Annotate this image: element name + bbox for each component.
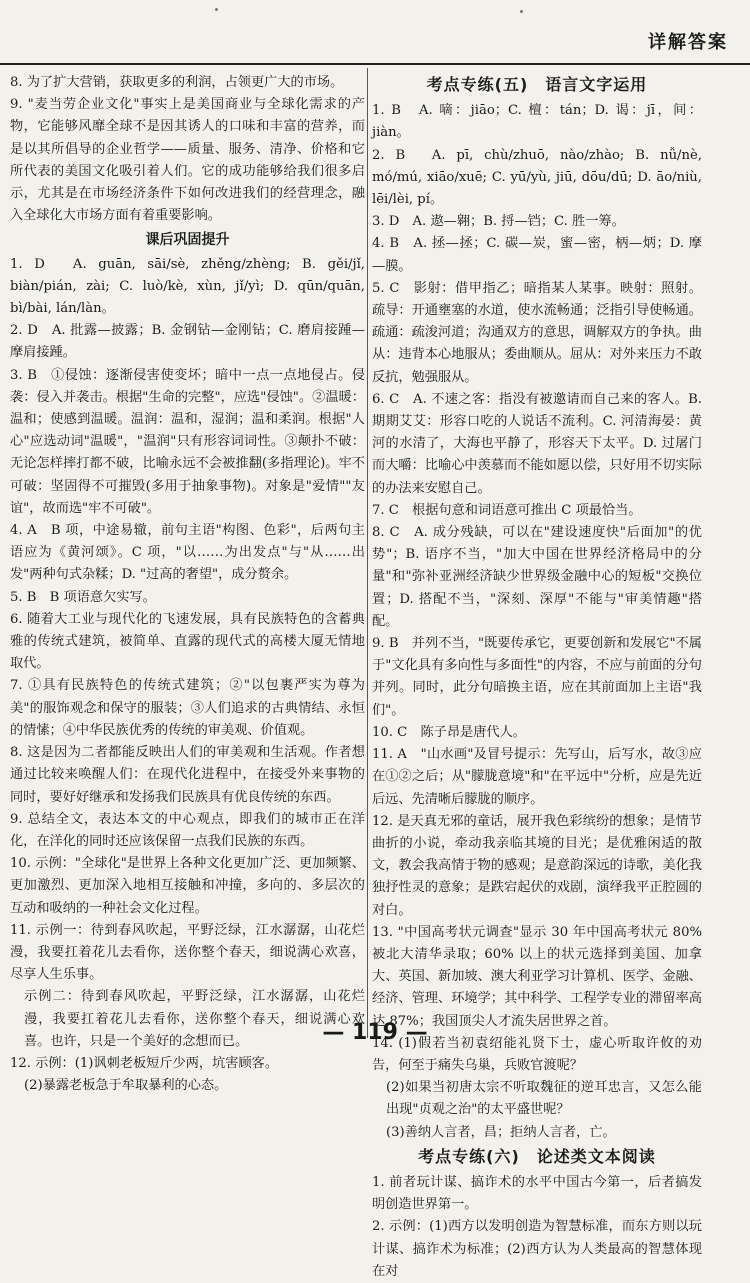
answer-item: 1. D A. guān, sāi/sè, zhěng/zhèng; B. gěi/jǐ, biàn/pián, zài; C. luò/kè, xùn, jǐ/yì; D. qūn/quān, bì/bài, lán/làn。	[10, 256, 365, 317]
answer-item: 8. 这是因为二者都能反映出人们的审美观和生活观。作者想通过比较来唤醒人们：在现代化进程中，在接受外来事物的同时，要好好继承和发扬我们民族具有优良传统的东西。	[10, 745, 365, 805]
answer-item: 2. D A. 批露—披露；B. 金钢钻—金刚钻；C. 磨肩接踵—摩肩接踵。	[10, 323, 365, 361]
answer-item: 7. ①具有民族特色的传统式建筑；②"以包裹严实为尊为美"的服饰观念和保守的服装；③人们追求的古典情结、永恒的情愫；④中华民族优秀的传统的审美观、价值观。	[10, 678, 365, 738]
answer-item: 6. 随着大工业与现代化的飞速发展，具有民族特色的含蓄典雅的传统式建筑，被简单、直露的现代式的高楼大厦无情地取代。	[10, 611, 365, 672]
answer-item: 5. C 影射：借甲指乙；暗指某人某事。映射：照射。疏导：开通壅塞的水道，使水流畅通；泛指引导使畅通。疏通：疏浚河道；沟通双方的意思，调解双方的争执。曲从：违背本心地服从；委曲顺从。屈从：对外来压力不敢反抗，勉强服从。	[372, 280, 702, 385]
answer-item: 8. C A. 成分残缺，可以在"建设速度快"后面加"的优势"；B. 语序不当，"加大中国在世界经济格局中的分量"和"弥补亚洲经济缺少世界级金融中心的短板"交换位置；D. 搭配不当，"深刻、深厚"不能与"审美情趣"搭配。	[372, 525, 702, 629]
answer-item: 4. A B 项，中途易辙，前句主语"构图、色彩"，后两句主语应为《黄河颂》。C 项，"以……为出发点"与"从……出发"两种句式杂糅；D. "过高的奢望"，成分赘余。	[10, 523, 365, 583]
answer-item: 9. "麦当劳企业文化"事实上是美国商业与全球化需求的产物，它能够风靡全球不是因其诱人的口味和丰富的营养，而是以其所倡导的企业哲学——质量、服务、清净、价格和它所代表的美国文化吸引着人们。它的成功能够给我们很多启示，尤其是在市场经济条件下如何改进我们的经营理念，融入全球化大市场方面有着重要影响。	[10, 97, 365, 224]
answer-item: 2. B A. pī, chù/zhuō, nào/zhào; B. nǚ/nè, mó/mú, xiāo/xuē; C. yū/yù, jiū, dōu/dū; D. āo/niù, lēi/lèi, pí。	[372, 147, 702, 208]
answer-item: 11. 示例一：待到春风吹起，平野泛绿，江水潺潺，山花烂漫，我要扛着花儿去看你，送你整个春天，细说满心欢喜，尽享人生乐事。	[10, 922, 365, 983]
answer-item: 3. D A. 遨—翱；B. 捋—铛；C. 胜一筹。	[372, 214, 625, 230]
answer-item: 10. C 陈子昂是唐代人。	[372, 724, 526, 740]
answer-item: 12. 是天真无邪的童话，展开我色彩缤纷的想象；是情节曲折的小说，牵动我亲临其境的目光；是优雅闲适的散文，教会我高情于物的感观；是意韵深远的诗歌，美化我独抒性灵的意象；是跌宕起伏的戏剧，演绎我平正腔圆的对白。	[372, 813, 702, 918]
answer-item: (3)善纳人言者，昌；拒纳人言者，亡。	[386, 1124, 616, 1140]
answer-item: 1. 前者玩计谋、搞诈术的水平中国古今第一，后者搞发明创造世界第一。	[372, 1174, 702, 1213]
answer-item: 12. 示例：(1)讽刺老板短斤少两，坑害顾客。	[10, 1055, 279, 1071]
answer-item: 2. 示例：(1)西方以发明创造为智慧标准，而东方则以玩计谋、搞诈术为标准；(2)西方认为人类最高的智慧体现在对	[372, 1219, 702, 1279]
answer-item: 11. A "山水画"及冒号提示：先写山，后写水，故③应在①②之后；从"朦胧意境"和"在平远中"分析，应是先近后远、先清晰后朦胧的顺序。	[372, 747, 702, 807]
answer-item: 4. B A. 拯—拯；C. 碳—炭，蜜—密，柄—炳；D. 摩—膜。	[372, 236, 702, 274]
answer-item: 1. B A. 嘀：jiāo；C. 檀：tán；D. 谒：jī，间：jiàn。	[372, 103, 702, 141]
answer-item: (2)暴露老板急于牟取暴利的心态。	[24, 1078, 228, 1094]
answer-item: 10. 示例："全球化"是世界上各种文化更加广泛、更加频繁、更加激烈、更加深入地相互接触和冲撞，多向的、多层次的互动和吸纳的一种社会文化过程。	[10, 856, 365, 916]
answer-item: 5. B B 项语意欠实写。	[10, 589, 156, 605]
answer-item: 9. 总结全文，表达本文的中心观点，即我们的城市正在洋化，在洋化的同时还应该保留一点我们民族的东西。	[10, 811, 365, 849]
scan-speck	[215, 8, 218, 11]
answer-item: 示例二：待到春风吹起，平野泛绿，江水潺潺，山花烂漫，我要扛着花儿去看你，送你整个春天，细说满心欢喜。也许，只是一个美好的念想而已。	[24, 989, 365, 1049]
answer-item: 3. B ①侵蚀：逐渐侵害使变坏；暗中一点一点地侵占。侵袭：侵入并袭击。根据"生命的完整"，应选"侵蚀"。②温暖：温和；使感到温暖。温润：温和，湿润；温和柔润。根据"人心"应选动词"温暖"，"温润"只有形容词词性。③颠扑不破：无论怎样摔打都不破，比喻永远不会被推翻(多指理论)。牢不可破：坚固得不可摧毁(多用于抽象事物)。对象是"爱情""友谊"，故而选"牢不可破"。	[10, 367, 365, 516]
answer-item: 13. "中国高考状元调查"显示 30 年中国高考状元 80% 被北大清华录取；60% 以上的状元选择到美国、加拿大、英国、新加坡、澳大利亚学习计算机、医学、金融、经济、管理、环境学；其中科学、工程学专业的滞留率高达 87%；我国顶尖人才流失居世界之首。	[372, 924, 702, 1029]
header-title: 详解答案	[648, 32, 728, 53]
scan-speck	[520, 10, 523, 13]
answer-item: 8. 为了扩大营销，获取更多的利润，占领更广大的市场。	[10, 75, 344, 90]
page-number: — 119 —	[322, 1020, 428, 1045]
answer-item: 7. C 根据句意和词语意可推出 C 项最恰当。	[372, 502, 642, 518]
answer-item: 6. C A. 不速之客：指没有被邀请而自己来的客人。B. 期期艾艾：形容口吃的人说话不流利。C. 河清海晏：黄河的水清了，大海也平静了，形容天下太平。D. 过屠门而大嚼：比喻心中羡慕而不能如愿以偿，只好用不切实际的办法来安慰自己。	[372, 391, 702, 496]
left-column	[10, 72, 365, 1097]
answer-item: (2)如果当初唐太宗不听取魏征的逆耳忠言，又怎么能出现"贞观之治"的太平盛世呢？	[386, 1080, 702, 1118]
header-rule	[0, 63, 750, 65]
page-header	[0, 0, 750, 68]
section-title-argumentative-reading: 考点专练(六) 论述类文本阅读	[418, 1146, 656, 1166]
answer-item: 14. (1)假若当初袁绍能礼贤下士，虚心听取许攸的劝告，何至于痛失乌巢，兵败官渡呢？	[372, 1035, 702, 1073]
right-column	[372, 72, 702, 1283]
answer-item: 9. B 并列不当，"既要传承它，更要创新和发展它"不属于"文化具有多向性与多面性"的内容，不应与前面的分句并列。同时，此分句暗换主语，应在其前面加上主语"我们"。	[372, 636, 702, 718]
section-title-consolidation: 课后巩固提升	[145, 232, 230, 249]
column-divider	[367, 68, 368, 1038]
section-title-language-use: 考点专练(五) 语言文字运用	[426, 75, 648, 94]
